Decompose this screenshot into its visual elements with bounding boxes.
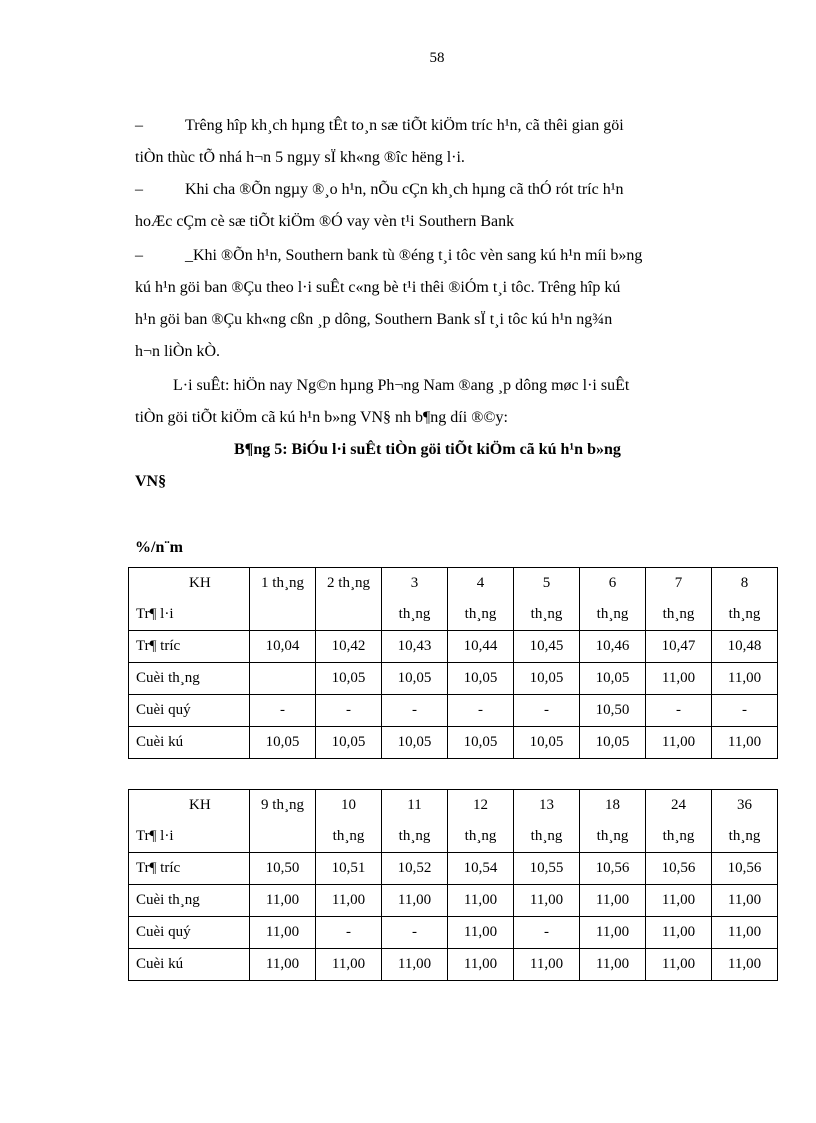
term-label: 2 th¸ng <box>327 575 370 591</box>
term-label: th¸ng <box>332 828 365 844</box>
rate-cell: 11,00 <box>580 917 646 949</box>
term-label: th¸ng <box>728 828 761 844</box>
table-row <box>129 663 778 695</box>
rate-cell: 11,00 <box>448 885 514 917</box>
row-label: Cuèi th¸ng <box>129 885 250 917</box>
header-term-cell <box>448 790 514 853</box>
rate-cell: 10,05 <box>580 663 646 695</box>
row-label: Tr¶ tríc <box>129 631 250 663</box>
header-term-cell <box>316 790 382 853</box>
header-corner-cell <box>129 790 250 853</box>
bullet-dash: – <box>135 117 143 134</box>
rate-cell: 11,00 <box>382 885 448 917</box>
rate-cell: 10,05 <box>250 727 316 759</box>
term-label: th¸ng <box>398 606 431 622</box>
table-caption: B¶ng 5: BiÓu l·i suÊt tiÒn göi tiÕt kiÖm cã kú h¹n b»ng <box>234 441 621 458</box>
rate-cell: 10,46 <box>580 631 646 663</box>
table-row <box>129 695 778 727</box>
rate-cell: 10,05 <box>514 727 580 759</box>
paragraph-3-line-2: kú h¹n göi ban ®Çu theo l·i suÊt c«ng bè t¹i thêi ®iÓm t¸i tôc. Trêng hîp kú <box>135 279 621 296</box>
rate-cell: 11,00 <box>646 917 712 949</box>
rate-cell: 10,51 <box>316 853 382 885</box>
paragraph-3-line-4: h¬n liÒn kÒ. <box>135 343 221 360</box>
term-label: th¸ng <box>728 606 761 622</box>
header-kh-label: KH <box>189 797 211 813</box>
term-label <box>250 821 315 852</box>
term-label: th¸ng <box>596 828 629 844</box>
row-label: Cuèi quý <box>129 917 250 949</box>
paragraph-2-line-1: Khi cha ®Õn ngµy ®¸o h¹n, nÕu cÇn kh¸ch hµng cã thÓ rót tríc h¹n <box>185 181 624 198</box>
rate-cell: - <box>316 917 382 949</box>
term-label: th¸ng <box>398 828 431 844</box>
header-kh-label: KH <box>189 575 211 591</box>
table-body <box>129 568 778 759</box>
table-row <box>129 949 778 981</box>
paragraph-1-line-1: Trêng hîp kh¸ch hµng tÊt to¸n sæ tiÕt kiÖm tríc h¹n, cã thêi gian göi <box>185 117 624 134</box>
rate-cell: 11,00 <box>712 949 778 981</box>
paragraph-3-line-1: _Khi ®Õn h¹n, Southern bank tù ®éng t¸i tôc vèn sang kú h¹n míi b»ng <box>185 247 643 264</box>
rate-cell: 11,00 <box>712 917 778 949</box>
term-label: th¸ng <box>464 828 497 844</box>
term-label: th¸ng <box>530 606 563 622</box>
rate-cell: - <box>646 695 712 727</box>
term-label: 36 <box>737 797 752 813</box>
rate-cell: 10,54 <box>448 853 514 885</box>
term-label: 6 <box>608 575 617 591</box>
rate-cell: 11,00 <box>646 949 712 981</box>
term-label: 4 <box>476 575 485 591</box>
rate-cell: 11,00 <box>712 885 778 917</box>
rate-cell: 10,52 <box>382 853 448 885</box>
rate-cell: 10,05 <box>448 727 514 759</box>
table-header-row <box>129 790 778 853</box>
header-term-cell <box>646 790 712 853</box>
rate-cell: 11,00 <box>250 949 316 981</box>
paragraph-4-line-1: L·i suÊt: hiÖn nay Ng©n hµng Ph¬ng Nam ®ang ¸p dông møc l·i suÊt <box>173 377 630 394</box>
rate-cell: 10,05 <box>580 727 646 759</box>
rate-cell: - <box>382 695 448 727</box>
rate-cell: 11,00 <box>250 885 316 917</box>
header-term-cell <box>580 568 646 631</box>
interest-rate-table-2 <box>128 789 778 981</box>
row-label: Cuèi kú <box>129 727 250 759</box>
header-term-cell <box>448 568 514 631</box>
rate-cell: 10,55 <box>514 853 580 885</box>
rate-cell: 11,00 <box>514 949 580 981</box>
rate-cell: 10,05 <box>448 663 514 695</box>
rate-cell: - <box>514 917 580 949</box>
rate-cell <box>250 663 316 695</box>
term-label: 5 <box>542 575 551 591</box>
term-label: 10 <box>341 797 356 813</box>
rate-cell: 10,43 <box>382 631 448 663</box>
row-label: Cuèi kú <box>129 949 250 981</box>
term-label: 7 <box>674 575 683 591</box>
rate-cell: 10,56 <box>646 853 712 885</box>
header-term-cell <box>646 568 712 631</box>
row-label: Tr¶ tríc <box>129 853 250 885</box>
paragraph-4-line-2: tiÒn göi tiÕt kiÖm cã kú h¹n b»ng VN§ nh b¶ng díi ®©y: <box>135 409 508 426</box>
bullet-dash: – <box>135 247 143 264</box>
rate-cell: 11,00 <box>712 727 778 759</box>
paragraph-3-line-3: h¹n göi ban ®Çu kh«ng cßn ¸p dông, Southern Bank sÏ t¸i tôc kú h¹n ng¾n <box>135 311 613 328</box>
row-label: Cuèi th¸ng <box>129 663 250 695</box>
term-label: 11 <box>407 797 422 813</box>
term-label: 18 <box>605 797 620 813</box>
rate-cell: - <box>382 917 448 949</box>
table-row <box>129 917 778 949</box>
rate-cell: 10,05 <box>382 663 448 695</box>
term-label: th¸ng <box>662 606 695 622</box>
table-row <box>129 727 778 759</box>
rate-cell: 10,05 <box>316 663 382 695</box>
rate-cell: 10,05 <box>514 663 580 695</box>
header-term-cell <box>250 790 316 853</box>
rate-cell: 11,00 <box>646 885 712 917</box>
paragraph-2-line-2: hoÆc cÇm cè sæ tiÕt kiÖm ®Ó vay vèn t¹i Southern Bank <box>135 213 515 230</box>
term-label: 12 <box>473 797 488 813</box>
rate-cell: 11,00 <box>448 917 514 949</box>
rate-cell: 10,50 <box>580 695 646 727</box>
table-row <box>129 885 778 917</box>
rate-cell: 11,00 <box>646 663 712 695</box>
header-corner-cell <box>129 568 250 631</box>
rate-cell: 10,05 <box>382 727 448 759</box>
rate-cell: 10,42 <box>316 631 382 663</box>
table-body <box>129 790 778 981</box>
rate-cell: - <box>514 695 580 727</box>
term-label: 1 th¸ng <box>261 575 304 591</box>
rate-cell: 11,00 <box>316 885 382 917</box>
term-label: th¸ng <box>596 606 629 622</box>
rate-cell: 11,00 <box>250 917 316 949</box>
term-label <box>250 599 315 630</box>
rate-cell: 11,00 <box>712 663 778 695</box>
table-caption-continued: VN§ <box>135 473 167 490</box>
table-row <box>129 853 778 885</box>
term-label: 13 <box>539 797 554 813</box>
rate-cell: - <box>316 695 382 727</box>
rate-cell: - <box>448 695 514 727</box>
rate-cell: 10,48 <box>712 631 778 663</box>
rate-cell: 10,44 <box>448 631 514 663</box>
table-row <box>129 631 778 663</box>
header-term-cell <box>316 568 382 631</box>
rate-cell: 10,05 <box>316 727 382 759</box>
term-label: th¸ng <box>464 606 497 622</box>
header-term-cell <box>514 568 580 631</box>
rate-cell: 11,00 <box>580 885 646 917</box>
header-term-cell <box>514 790 580 853</box>
header-term-cell <box>250 568 316 631</box>
rate-cell: - <box>712 695 778 727</box>
rate-cell: 10,04 <box>250 631 316 663</box>
page-number: 58 <box>429 50 445 66</box>
rate-cell: 10,56 <box>712 853 778 885</box>
rate-cell: 11,00 <box>580 949 646 981</box>
term-label <box>316 599 381 630</box>
header-term-cell <box>712 568 778 631</box>
rate-cell: 11,00 <box>448 949 514 981</box>
unit-label: %/n¨m <box>135 539 183 556</box>
term-label: 24 <box>671 797 686 813</box>
interest-rate-table-1 <box>128 567 778 759</box>
header-payment-label: Tr¶ l·i <box>136 606 174 622</box>
header-term-cell <box>382 568 448 631</box>
rate-cell: 10,56 <box>580 853 646 885</box>
rate-cell: 11,00 <box>382 949 448 981</box>
rate-cell: - <box>250 695 316 727</box>
table-header-row <box>129 568 778 631</box>
term-label: 9 th¸ng <box>261 797 304 813</box>
header-term-cell <box>382 790 448 853</box>
row-label: Cuèi quý <box>129 695 250 727</box>
rate-cell: 10,50 <box>250 853 316 885</box>
header-term-cell <box>580 790 646 853</box>
rate-cell: 11,00 <box>316 949 382 981</box>
rate-cell: 11,00 <box>514 885 580 917</box>
rate-cell: 11,00 <box>646 727 712 759</box>
header-payment-label: Tr¶ l·i <box>136 828 174 844</box>
paragraph-1-line-2: tiÒn thùc tÕ nhá h¬n 5 ngµy sÏ kh«ng ®îc hëng l·i. <box>135 149 465 166</box>
header-term-cell <box>712 790 778 853</box>
bullet-dash: – <box>135 181 143 198</box>
term-label: 3 <box>410 575 419 591</box>
term-label: th¸ng <box>530 828 563 844</box>
term-label: th¸ng <box>662 828 695 844</box>
rate-cell: 10,45 <box>514 631 580 663</box>
term-label: 8 <box>740 575 749 591</box>
rate-cell: 10,47 <box>646 631 712 663</box>
